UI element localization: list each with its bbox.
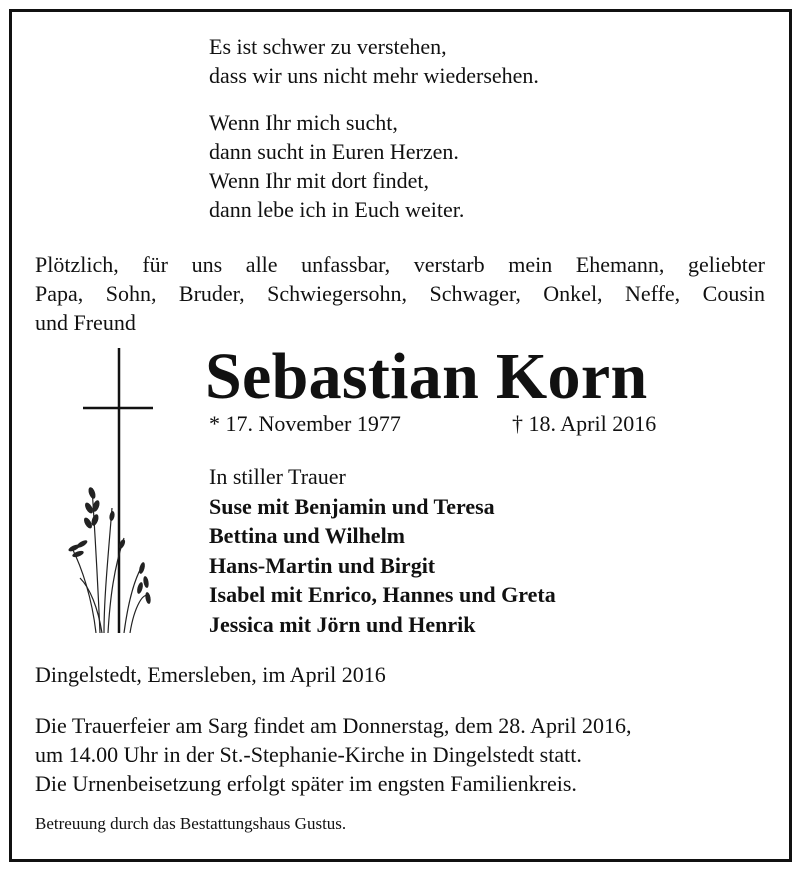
undertaker-note: Betreuung durch das Bestattungshaus Gustus. (35, 814, 347, 833)
mourner-name: Isabel mit Enrico, Hannes und Greta (209, 582, 556, 607)
poem-line: Wenn Ihr mich sucht, (209, 110, 398, 135)
intro-line: Plötzlich, für uns alle unfassbar, verstarb mein Ehemann, geliebter (35, 252, 765, 277)
funeral-line: Die Trauerfeier am Sarg findet am Donnerstag, dem 28. April 2016, (35, 713, 632, 738)
funeral-line: um 14.00 Uhr in der St.-Stephanie-Kirche in Dingelstedt statt. (35, 742, 582, 767)
poem-stanza-2 (209, 108, 464, 224)
mourners-heading: In stiller Trauer (209, 464, 346, 489)
poem-line: dann sucht in Euren Herzen. (209, 139, 459, 164)
intro-line: und Freund (35, 310, 136, 335)
poem-line: dass wir uns nicht mehr wiedersehen. (209, 63, 539, 88)
mourner-name: Bettina und Wilhelm (209, 523, 406, 548)
poem-line: Es ist schwer zu verstehen, (209, 34, 447, 59)
intro-line: Papa, Sohn, Bruder, Schwiegersohn, Schwager, Onkel, Neffe, Cousin (35, 281, 765, 306)
deceased-name: Sebastian Korn (205, 340, 648, 413)
birth-date: * 17. November 1977 (209, 411, 401, 436)
place-date: Dingelstedt, Emersleben, im April 2016 (35, 662, 386, 687)
mourner-name: Jessica mit Jörn und Henrik (209, 611, 476, 637)
mourner-name: Suse mit Benjamin und Teresa (209, 493, 495, 519)
death-date: † 18. April 2016 (512, 411, 657, 436)
mourner-name: Hans-Martin und Birgit (209, 552, 436, 578)
poem-stanza-1 (209, 32, 539, 90)
funeral-info (35, 711, 632, 798)
intro-paragraph (35, 250, 765, 337)
poem-line: dann lebe ich in Euch weiter. (209, 197, 465, 222)
cross-with-wheat-icon (62, 348, 162, 633)
mourners-block (209, 462, 556, 639)
poem-line: Wenn Ihr mit dort findet, (209, 168, 430, 193)
funeral-line: Die Urnenbeisetzung erfolgt später im engsten Familienkreis. (35, 771, 577, 796)
